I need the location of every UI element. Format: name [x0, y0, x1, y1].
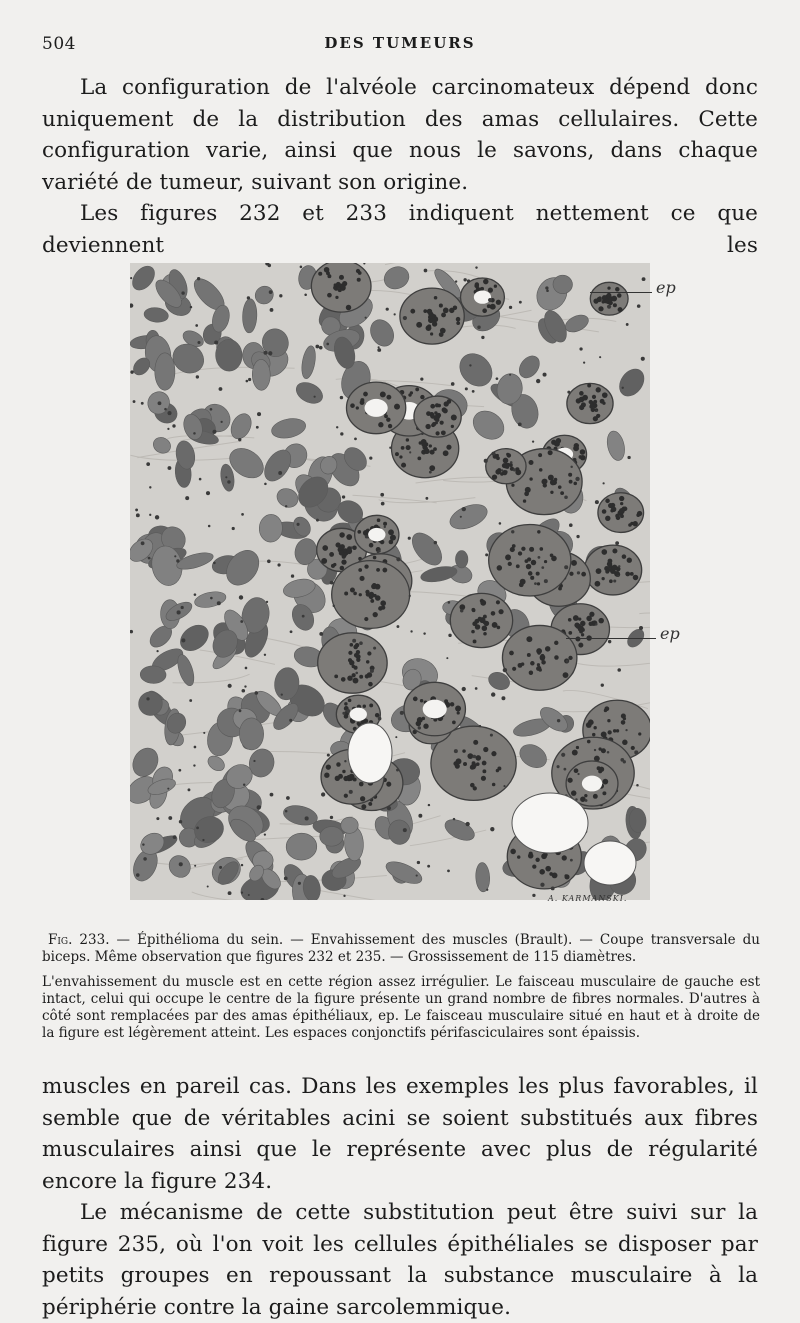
caption-text: — Épithélioma du sein. — Envahissement des muscles (Brault). — Coupe transversale du biceps. Même observation que figures 232 et 235. — Grossissement de 115 diamètres.	[42, 932, 760, 965]
paragraph: Le mécanisme de cette substitution peut être suivi sur la figure 235, où l'on voit les cellules épithéliales se disposer par petits groupes en repoussant la substance musculaire à la périphérie contre la gaine sarcolemmique.	[42, 1200, 758, 1320]
running-title: DES TUMEURS	[324, 34, 476, 52]
leader-line	[590, 292, 652, 293]
caption-note: L'envahissement du muscle est en cette région assez irrégulier. Le faisceau musculaire de gauche est intact, celui qui occupe le centre de la figure présente un grand nombre de fibres normales. D'autres à côté sont remplacées par des amas épithéliaux, ep. Le faisceau musculaire situé en haut et à droite de la figure est légèrement atteint. Les espaces conjonctifs périfasciculaires sont épaissis.	[42, 974, 760, 1041]
figure-label-ep-top: ep	[656, 278, 676, 297]
body-text-bottom	[42, 1071, 758, 1323]
histology-illustration	[130, 263, 650, 900]
page-number: 504	[42, 34, 76, 54]
artist-signature: A. KARMANSKI.	[548, 894, 628, 903]
body-text-top	[42, 72, 758, 261]
figure-number: Fig. 233.	[48, 932, 110, 948]
paragraph: Les figures 232 et 233 indiquent nettement ce que deviennent les	[42, 201, 758, 258]
histology-figure	[130, 263, 650, 900]
paragraph: La configuration de l'alvéole carcinomateux dépend donc uniquement de la distribution des amas cellulaires. Cette configuration varie, ainsi que nous le savons, dans chaque variété de tumeur, suivant son origine.	[42, 75, 758, 195]
figure-label-ep-middle: ep	[660, 624, 680, 643]
page-header	[42, 34, 758, 60]
paragraph: muscles en pareil cas. Dans les exemples les plus favorables, il semble que de véritables acini se soient substitués aux fibres musculaires ainsi que le représente avec plus de régularité encore la figure 234.	[42, 1074, 758, 1194]
figure-caption	[42, 932, 760, 1042]
leader-line	[566, 638, 656, 639]
caption-main	[42, 932, 760, 966]
